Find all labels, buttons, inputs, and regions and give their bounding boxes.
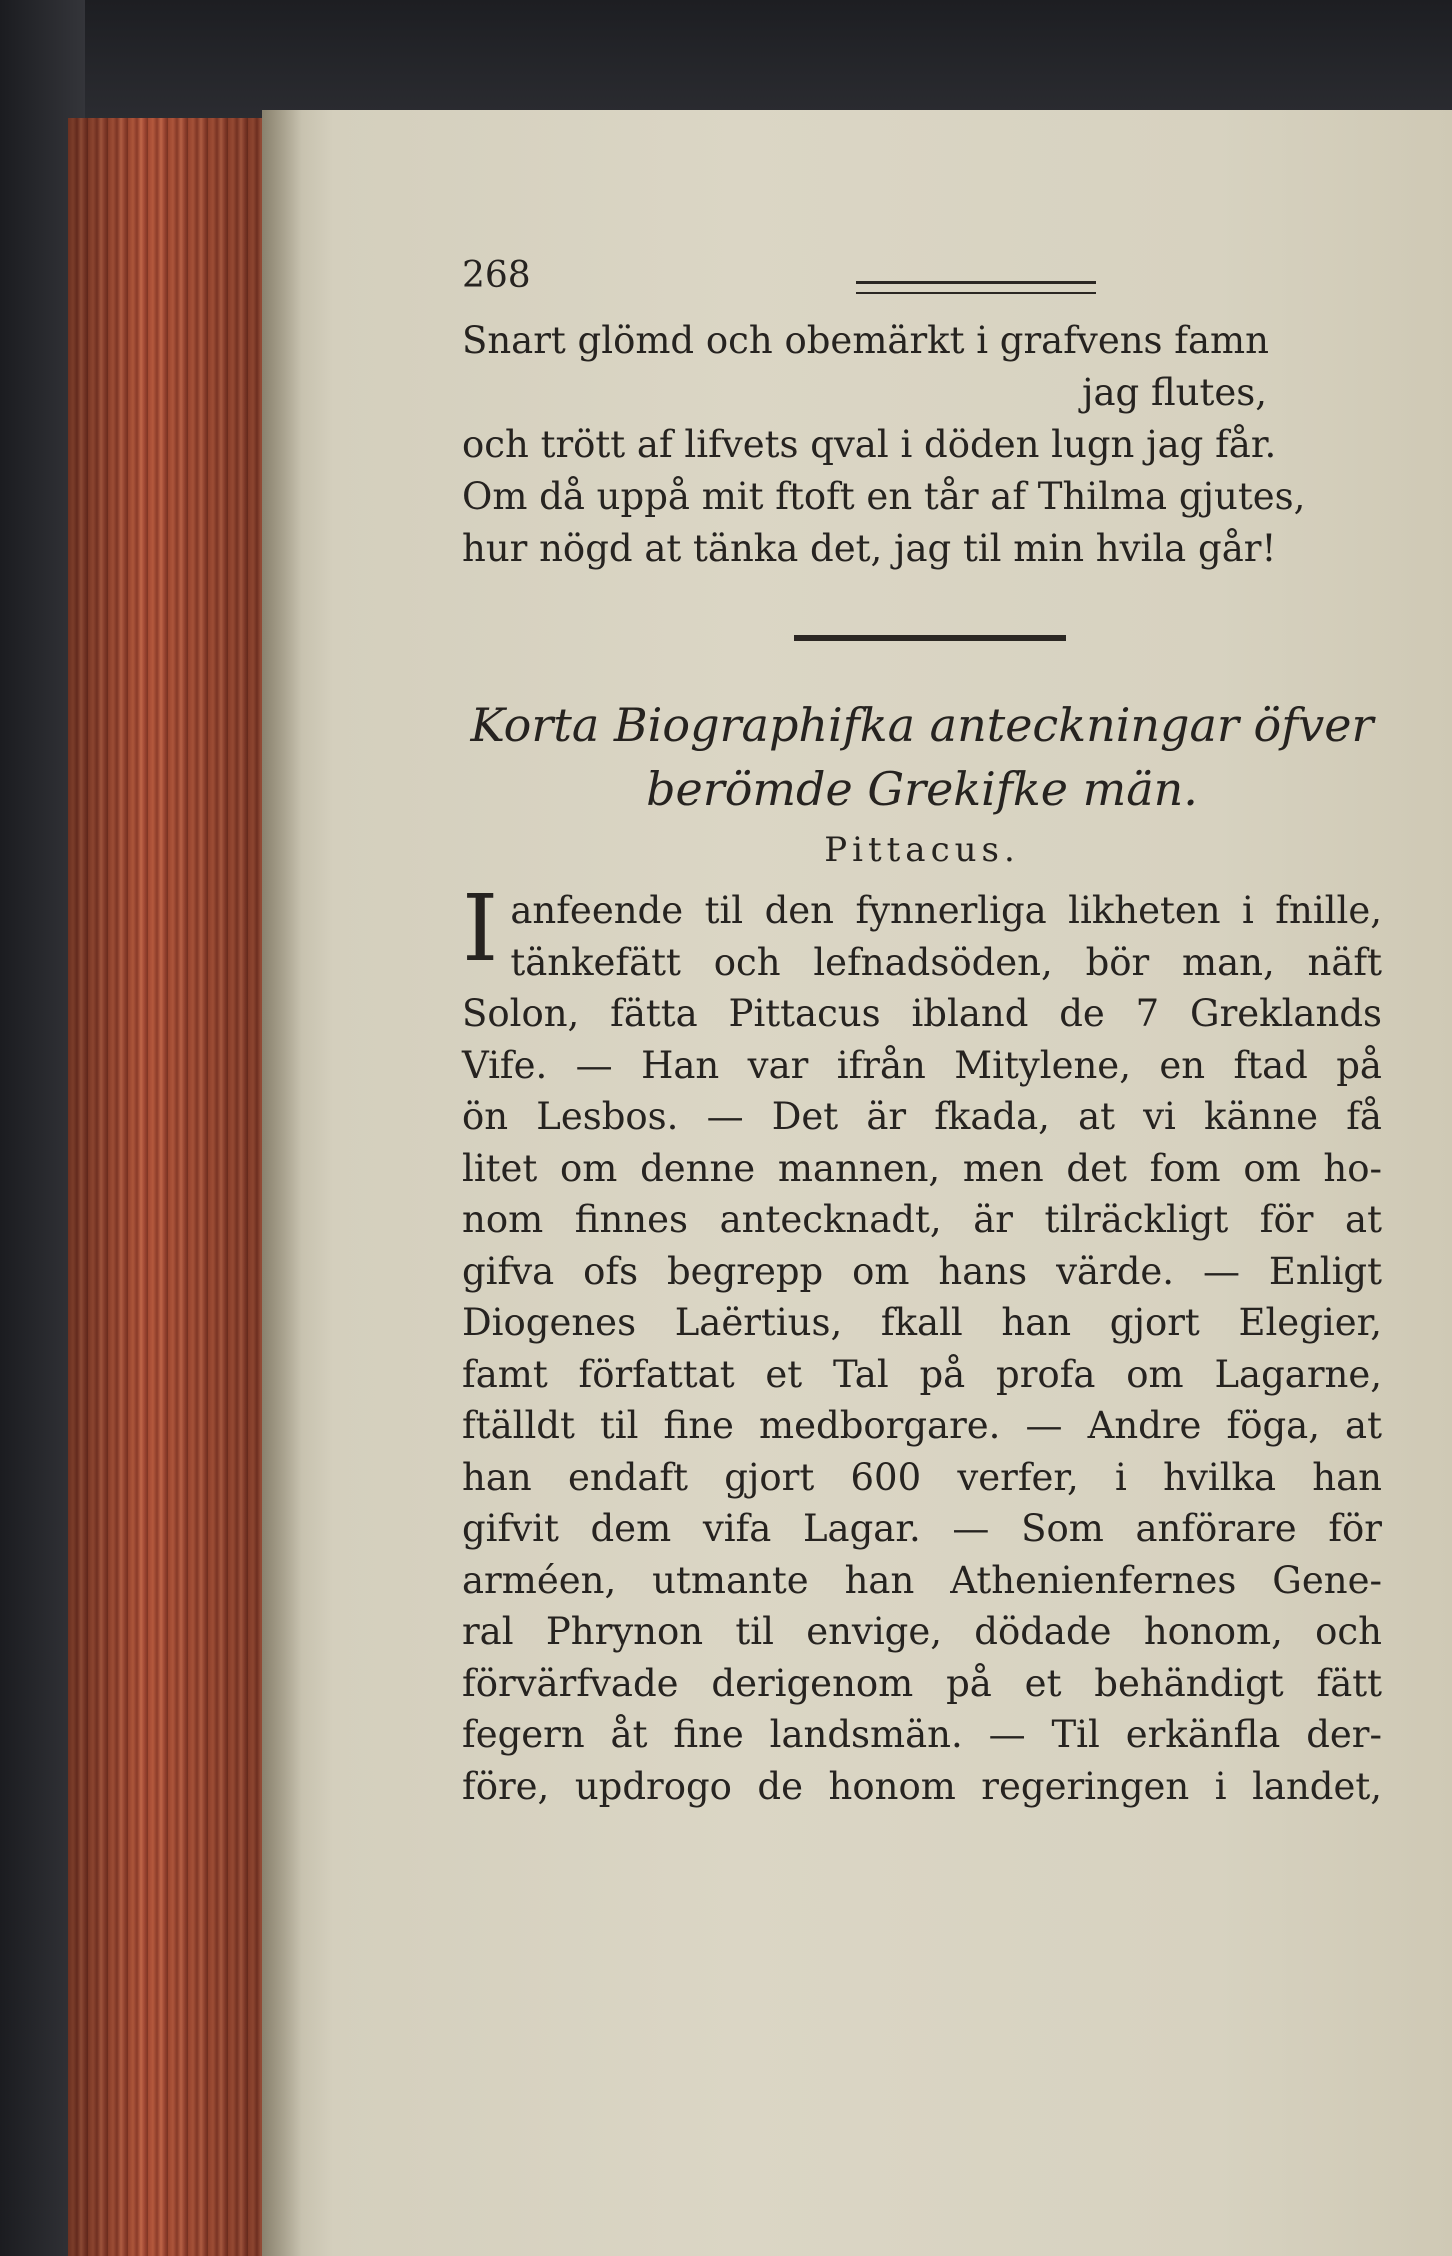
title-line: berömde Grekifke män. (646, 762, 1198, 816)
article-title (462, 693, 1382, 821)
body-line: han endaft gjort 600 verfer, i hvilka han (462, 1455, 1382, 1499)
page-gutter (262, 110, 302, 2256)
verse-line: jag flutes, (1082, 371, 1267, 414)
body-line: gifva ofs begrepp om hans värde. — Enligt (462, 1249, 1382, 1293)
verse-line: Snart glömd och obemärkt i grafvens famn (462, 319, 1269, 362)
verse-stanza (462, 315, 1382, 575)
body-line: Diogenes Laërtius, fkall han gjort Elegier, (462, 1301, 1382, 1344)
title-line: Korta Biographifka anteckningar öfver (470, 698, 1374, 752)
section-heading: Pittacus. (824, 830, 1020, 870)
body-line: litet om denne mannen, men det fom om ho- (462, 1146, 1382, 1190)
section-divider (794, 635, 1066, 641)
body-line: ral Phrynon til envige, dödade honom, och (462, 1610, 1382, 1653)
background-top (0, 0, 1452, 120)
body-line: fegern åt fine landsmän. — Til erkänfla der- (462, 1713, 1382, 1756)
body-line: Solon, fätta Pittacus ibland de 7 Greklands (462, 992, 1382, 1035)
article-body (462, 875, 1382, 1812)
body-line: nom finnes antecknadt, är tilräckligt för at (462, 1198, 1382, 1241)
verse-line: och trött af lifvets qval i döden lugn jag får. (462, 423, 1277, 466)
page-number: 268 (462, 255, 531, 296)
body-line: ön Lesbos. — Det är fkada, at vi känne få (462, 1095, 1382, 1138)
page-header (462, 255, 1382, 315)
body-line: ftälldt til fine medborgare. — Andre föga, at (462, 1404, 1382, 1447)
body-line: tänkefätt och lefnadsöden, bör man, näft (510, 940, 1382, 984)
page-content (462, 255, 1382, 1812)
drop-cap: I (462, 875, 499, 982)
body-line: gifvit dem vifa Lagar. — Som anförare för (462, 1507, 1382, 1550)
body-line: anfeende til den fynnerliga likheten i fnille, (510, 889, 1382, 932)
header-rule (856, 281, 1096, 294)
book-edge-shadow (68, 118, 263, 2256)
body-line: förvärfvade derigenom på et behändigt fätt (462, 1661, 1382, 1705)
verse-line: hur nögd at tänka det, jag til min hvila går! (462, 527, 1277, 570)
body-line: famt författat et Tal på profa om Lagarne, (462, 1352, 1382, 1396)
body-line: arméen, utmante han Athenienfernes Gene- (462, 1558, 1382, 1602)
verse-line: Om då uppå mit ftoft en tår af Thilma gjutes, (462, 475, 1306, 518)
body-line: före, updrogo de honom regeringen i landet, (462, 1764, 1382, 1808)
body-line: Vife. — Han var ifrån Mitylene, en ftad på (462, 1043, 1382, 1087)
